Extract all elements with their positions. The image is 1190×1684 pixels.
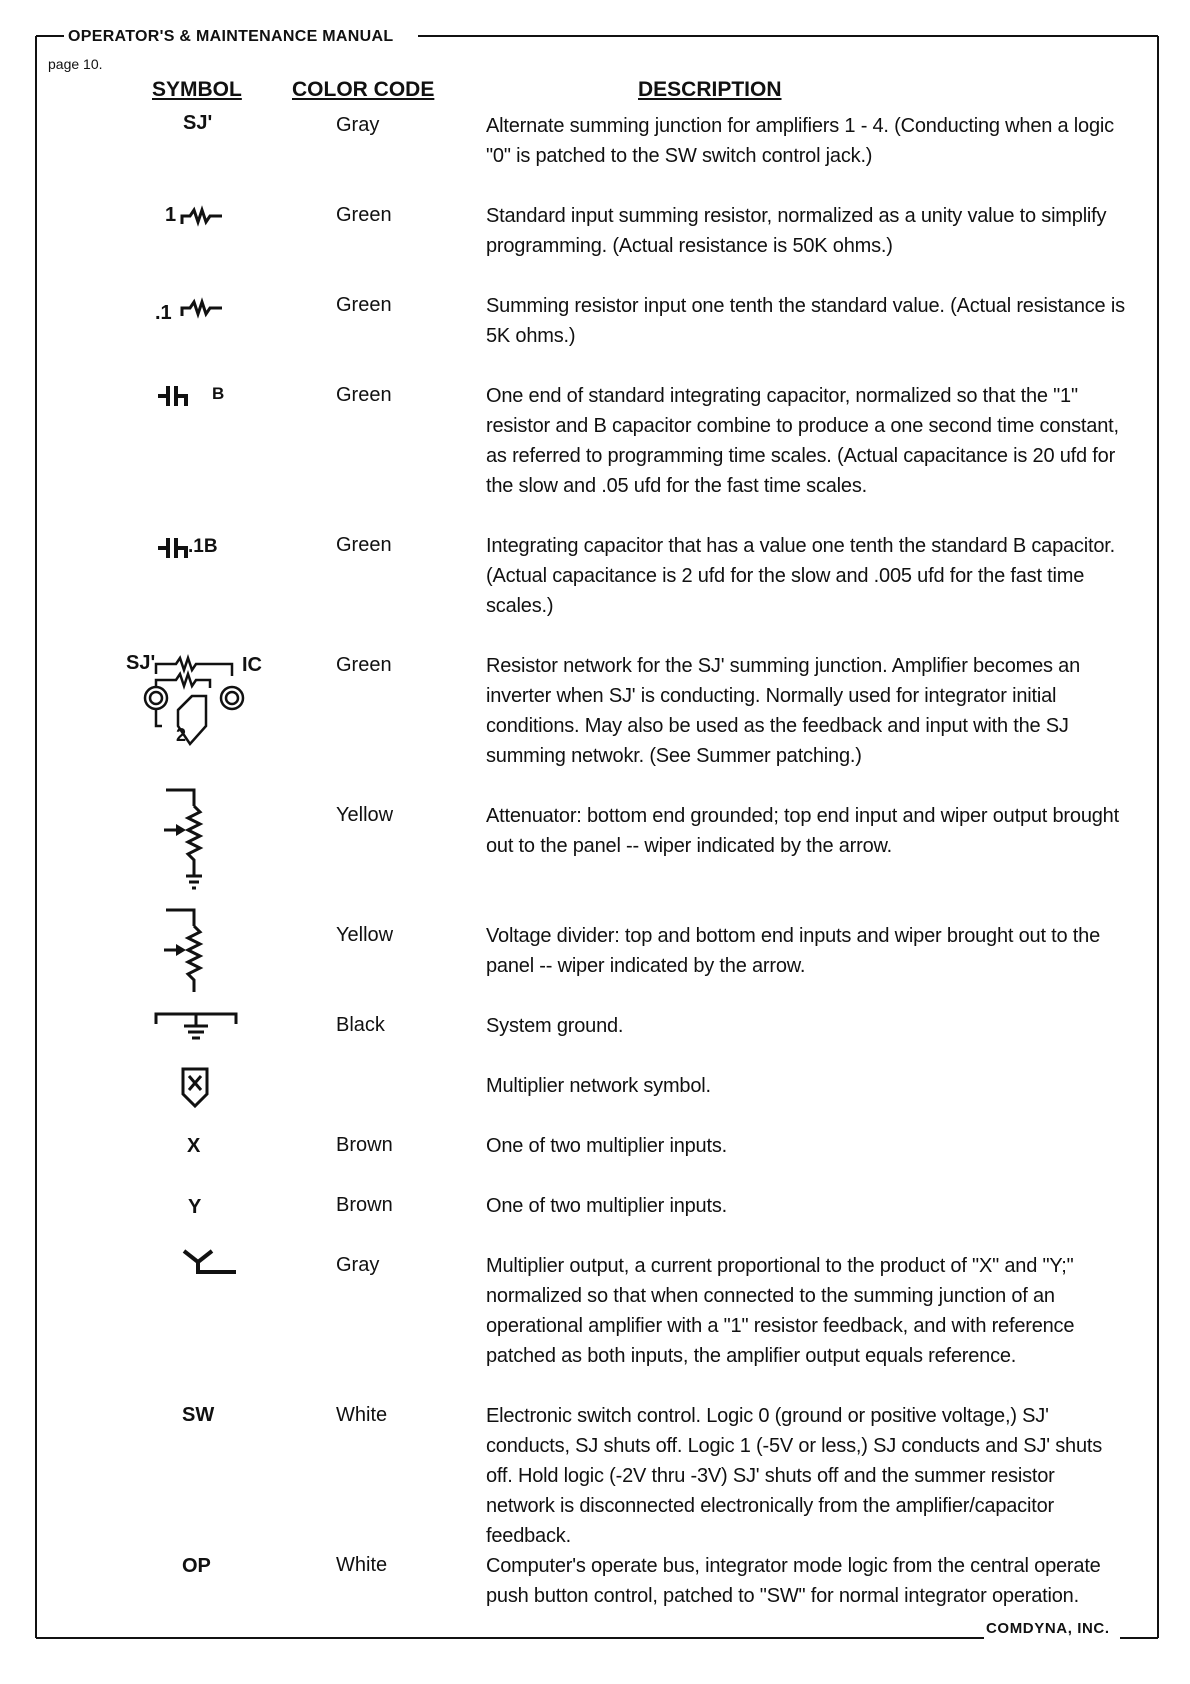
symbol-resistor-label: .1 <box>155 302 172 324</box>
color-code: Green <box>336 204 392 226</box>
symbol-sw: SW <box>182 1404 215 1426</box>
description: One of two multiplier inputs. <box>486 1135 727 1157</box>
column-header-description: DESCRIPTION <box>638 78 782 101</box>
description: Integrating capacitor that has a value one tenth the standard B capacitor. (Actual capacitance is 2 ufd for the slow and .005 ufd for the fast time scales.) <box>486 535 1115 617</box>
color-code: Black <box>336 1014 385 1036</box>
color-code: Green <box>336 384 392 406</box>
symbol-capacitor-label: B <box>212 384 225 403</box>
symbol-resistor-label: 1 <box>165 204 177 226</box>
page-number: page 10. <box>48 56 103 72</box>
description: Multiplier output, a current proportional to the product of "X" and "Y;" normalized so that when connected to the summing junction of an operational amplifier with a "1" resistor feedback, and with reference patched as both inputs, the amplifier output equals reference. <box>486 1255 1075 1367</box>
color-code: Green <box>336 534 392 556</box>
symbol-x: X <box>187 1135 201 1157</box>
color-code: Yellow <box>336 924 394 946</box>
symbol-capacitor-label: .1B <box>188 536 218 557</box>
description: Resistor network for the SJ' summing junction. Amplifier becomes an inverter when SJ' is conducting. Normally used for integrator initial conditions. May also be used as the feedback and input with the SJ summing netwokr. (See Summer patching.) <box>486 655 1081 767</box>
description: One end of standard integrating capacitor, normalized so that the "1" resistor and B capacitor combine to produce a one second time constant, as referred to programming time scales. (Actual capacitance is 20 ufd for the slow and .05 ufd for the fast time scales. <box>486 385 1119 497</box>
symbol-y: Y <box>188 1196 202 1218</box>
ground-icon <box>152 1008 242 1044</box>
color-code: White <box>336 1404 388 1426</box>
amplifier-number: 2 <box>176 725 187 745</box>
capacitor-icon <box>156 384 196 410</box>
color-code: Brown <box>336 1134 393 1156</box>
resistor-icon <box>180 206 224 228</box>
column-header-symbol: SYMBOL <box>152 78 242 101</box>
voltage-divider-icon <box>160 906 210 996</box>
multiplier-output-icon <box>180 1248 240 1278</box>
symbol-op: OP <box>182 1555 211 1577</box>
description: Alternate summing junction for amplifiers 1 - 4. (Conducting when a logic "0" is patched to the SW switch control jack.) <box>486 115 1114 167</box>
manual-title: OPERATOR'S & MAINTENANCE MANUAL <box>68 28 394 45</box>
resistor-network-icon <box>140 656 250 766</box>
color-code: Yellow <box>336 804 394 826</box>
attenuator-icon <box>160 786 210 896</box>
resistor-icon <box>180 298 224 320</box>
symbol-ic: IC <box>242 654 262 676</box>
symbol-sj-prime: SJ' <box>183 112 213 134</box>
color-code: White <box>336 1554 388 1576</box>
description: Summing resistor input one tenth the standard value. (Actual resistance is 5K ohms.) <box>486 295 1125 347</box>
description: One of two multiplier inputs. <box>486 1195 727 1217</box>
company-name: COMDYNA, INC. <box>986 1620 1110 1637</box>
description: Electronic switch control. Logic 0 (ground or positive voltage,) SJ' conducts, SJ shuts off. Logic 1 (-5V or less,) SJ conducts and SJ' shuts off. Hold logic (-2V thru -3V) SJ' shuts off and the summer resistor network is disconnected electronically from the amplifier/capacitor feedback. <box>486 1405 1103 1547</box>
description: Attenuator: bottom end grounded; top end input and wiper output brought out to the panel -- wiper indicated by the arrow. <box>486 805 1119 857</box>
color-code: Brown <box>336 1194 393 1216</box>
color-code: Gray <box>336 1254 380 1276</box>
color-code: Green <box>336 654 392 676</box>
symbol-sj-prime: SJ' <box>126 652 156 674</box>
description: System ground. <box>486 1015 624 1037</box>
description: Voltage divider: top and bottom end inputs and wiper brought out to the panel -- wiper indicated by the arrow. <box>486 925 1101 977</box>
description: Computer's operate bus, integrator mode logic from the central operate push button control, patched to "SW" for normal integrator operation. <box>486 1555 1101 1607</box>
color-code: Gray <box>336 114 380 136</box>
description: Multiplier network symbol. <box>486 1075 711 1097</box>
multiplier-icon <box>180 1066 210 1110</box>
description: Standard input summing resistor, normalized as a unity value to simplify programming. (Actual resistance is 50K ohms.) <box>486 205 1107 257</box>
color-code: Green <box>336 294 392 316</box>
column-header-color-code: COLOR CODE <box>292 78 435 101</box>
